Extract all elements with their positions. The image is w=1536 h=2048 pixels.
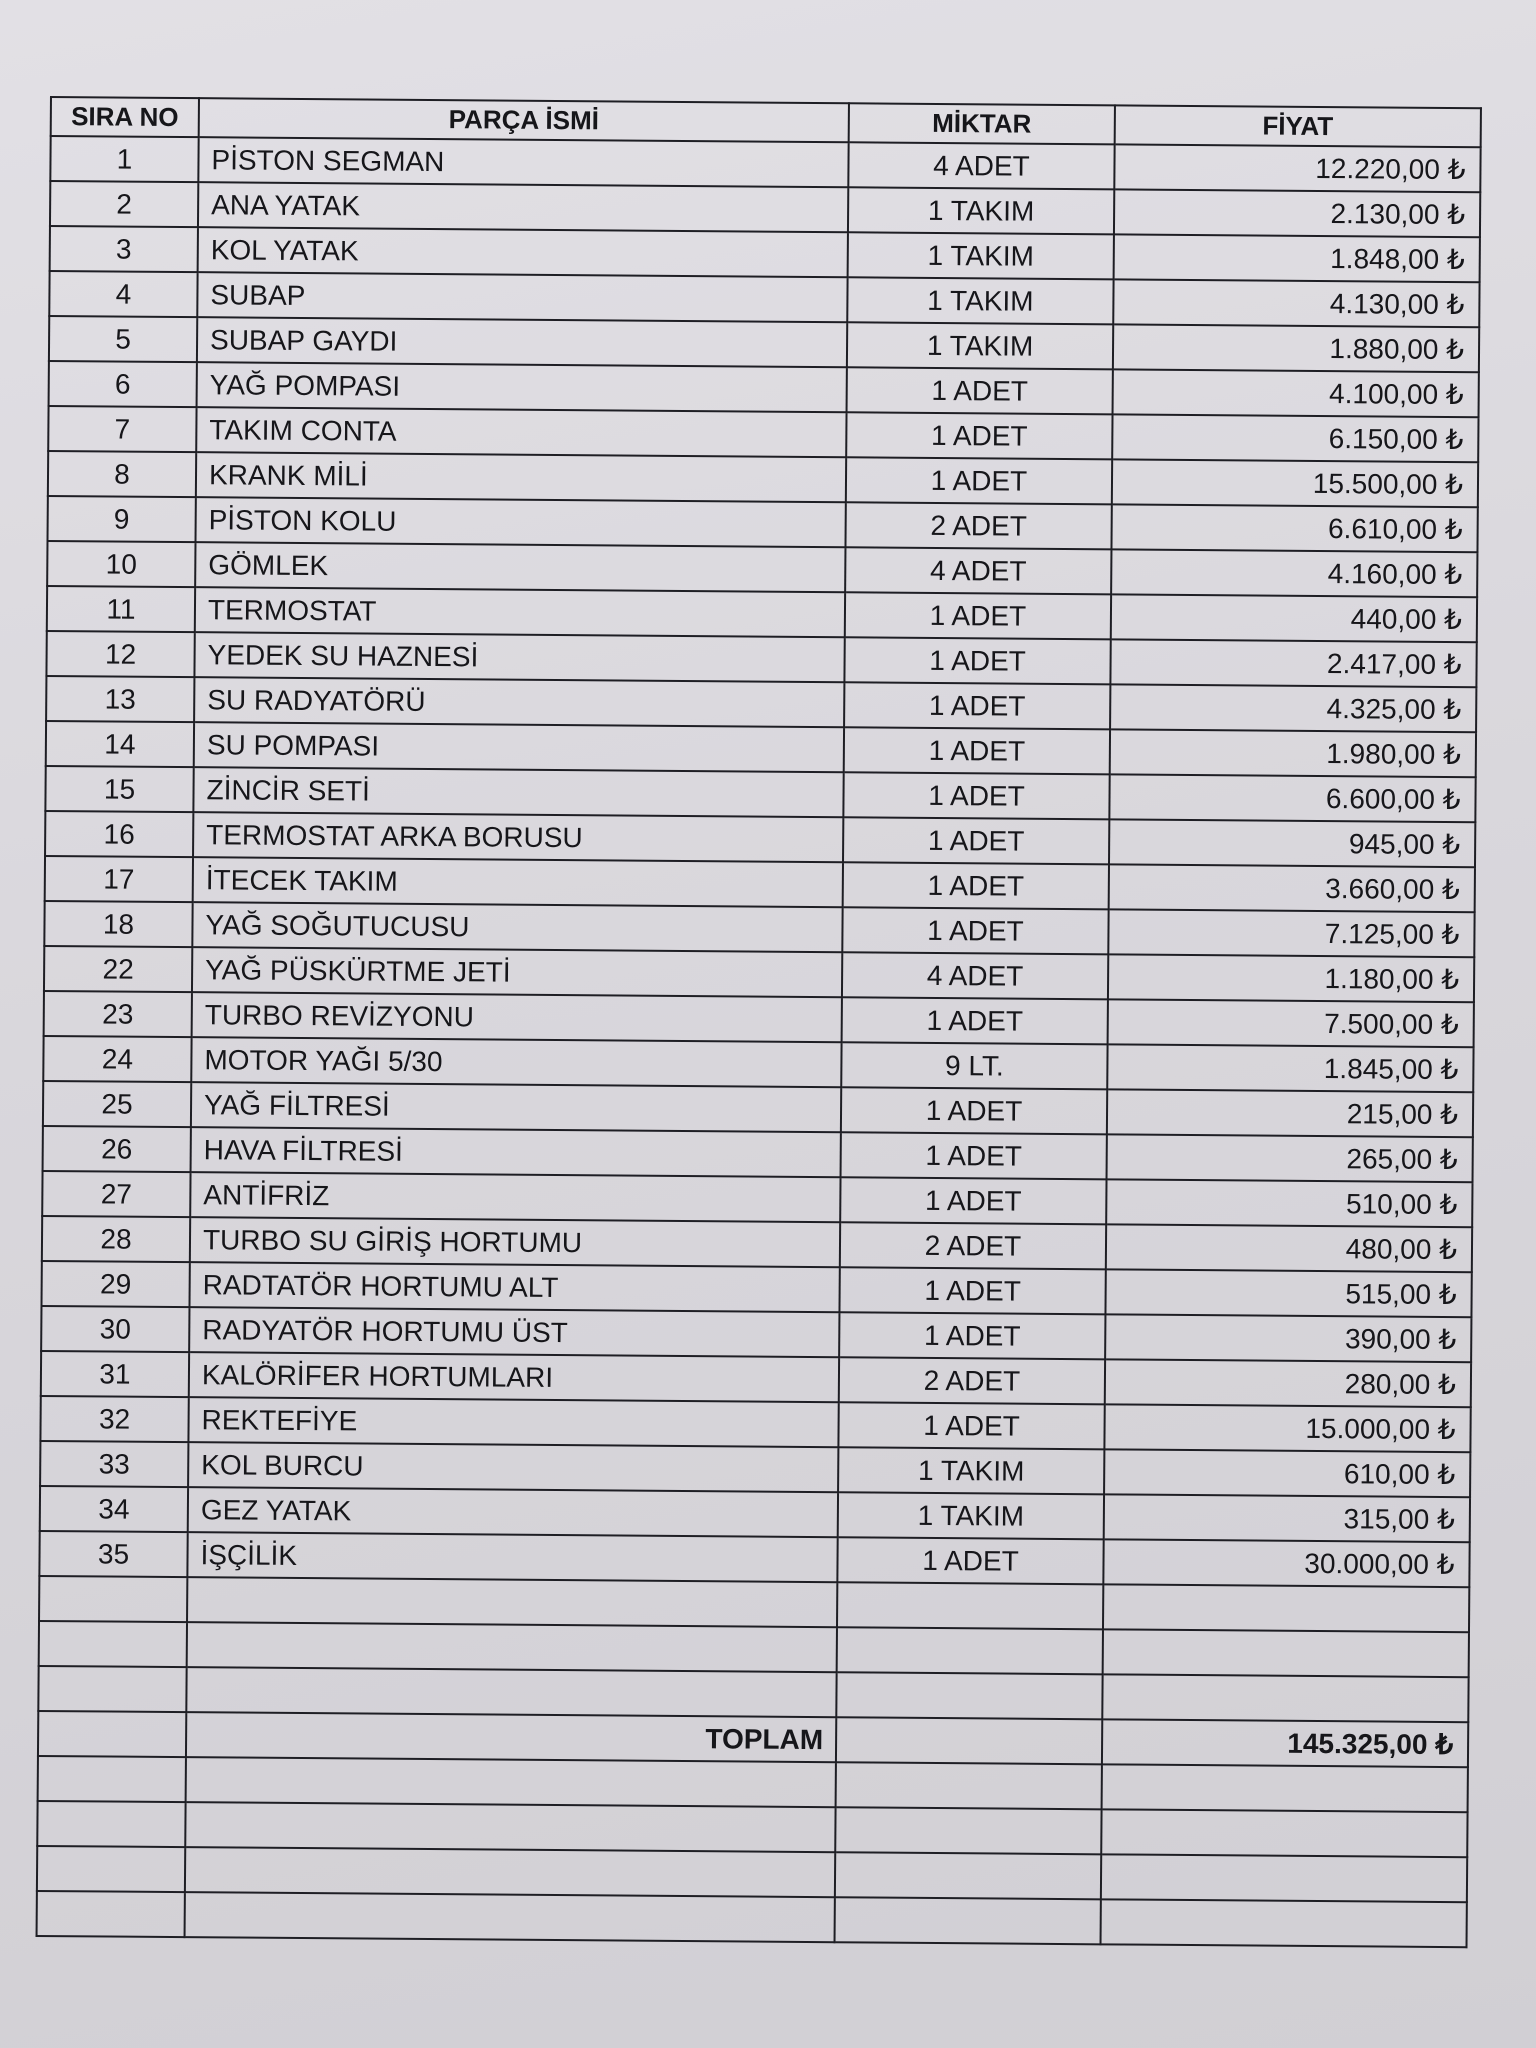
part-name: GÖMLEK (195, 542, 845, 592)
part-quantity: 1 ADET (841, 1087, 1107, 1134)
part-quantity: 9 LT. (841, 1042, 1107, 1089)
part-quantity: 1 ADET (845, 592, 1111, 639)
row-number: 25 (43, 1081, 191, 1127)
row-number: 7 (48, 406, 196, 452)
empty-cell (836, 1762, 1102, 1809)
row-number: 15 (45, 766, 193, 812)
part-name: SU RADYATÖRÜ (194, 677, 844, 727)
row-number: 28 (42, 1216, 190, 1262)
part-quantity: 1 ADET (847, 367, 1113, 414)
header-no: SIRA NO (51, 97, 199, 137)
part-price: 945,00 ₺ (1109, 819, 1475, 867)
part-name: GEZ YATAK (188, 1487, 838, 1537)
part-quantity: 4 ADET (842, 952, 1108, 999)
price-list (36, 96, 1480, 1948)
part-quantity: 1 TAKIM (838, 1492, 1104, 1539)
row-number: 30 (41, 1306, 189, 1352)
part-quantity: 4 ADET (845, 547, 1111, 594)
empty-cell (835, 1852, 1101, 1899)
row-number: 5 (49, 316, 197, 362)
row-number: 18 (44, 901, 192, 947)
part-price: 2.417,00 ₺ (1110, 639, 1476, 687)
empty-cell (185, 1802, 835, 1852)
part-price: 280,00 ₺ (1105, 1359, 1471, 1407)
part-quantity: 1 ADET (844, 682, 1110, 729)
row-number: 16 (45, 811, 193, 857)
header-name: PARÇA İSMİ (199, 98, 849, 142)
part-price: 1.880,00 ₺ (1113, 324, 1479, 372)
part-quantity: 1 ADET (843, 862, 1109, 909)
part-price: 480,00 ₺ (1106, 1224, 1472, 1272)
part-quantity: 2 ADET (845, 502, 1111, 549)
part-name: HAVA FİLTRESİ (191, 1127, 841, 1177)
row-number: 4 (49, 271, 197, 317)
part-price: 610,00 ₺ (1104, 1449, 1470, 1497)
part-name: ANTİFRİZ (190, 1172, 840, 1222)
part-price: 215,00 ₺ (1107, 1089, 1473, 1137)
part-name: YAĞ SOĞUTUCUSU (192, 902, 842, 952)
header-qty: MİKTAR (849, 103, 1115, 144)
part-price: 4.100,00 ₺ (1113, 369, 1479, 417)
part-quantity: 1 TAKIM (847, 322, 1113, 369)
part-price: 515,00 ₺ (1105, 1269, 1471, 1317)
part-name: TURBO REVİZYONU (192, 992, 842, 1042)
part-quantity: 1 ADET (843, 772, 1109, 819)
part-name: YAĞ POMPASI (197, 362, 847, 412)
part-price: 390,00 ₺ (1105, 1314, 1471, 1362)
part-name: KRANK MİLİ (196, 452, 846, 502)
empty-cell (1101, 1854, 1467, 1902)
part-price: 12.220,00 ₺ (1114, 144, 1480, 192)
row-number: 33 (40, 1441, 188, 1487)
empty-cell (185, 1892, 835, 1942)
row-number: 24 (43, 1036, 191, 1082)
part-name: ZİNCİR SETİ (193, 767, 843, 817)
part-price: 315,00 ₺ (1104, 1494, 1470, 1542)
part-name: TERMOSTAT ARKA BORUSU (193, 812, 843, 862)
part-price: 6.610,00 ₺ (1111, 504, 1477, 552)
empty-cell (1102, 1764, 1468, 1812)
part-price: 4.130,00 ₺ (1113, 279, 1479, 327)
empty-cell (835, 1807, 1101, 1854)
part-name: PİSTON SEGMAN (198, 137, 848, 187)
row-number: 8 (48, 451, 196, 497)
part-quantity: 1 ADET (840, 1177, 1106, 1224)
part-price: 4.160,00 ₺ (1111, 549, 1477, 597)
part-price: 1.980,00 ₺ (1110, 729, 1476, 777)
row-number: 13 (46, 676, 194, 722)
part-quantity: 1 TAKIM (848, 232, 1114, 279)
part-quantity: 1 TAKIM (848, 187, 1114, 234)
part-quantity: 1 ADET (842, 907, 1108, 954)
row-number: 23 (44, 991, 192, 1037)
empty-cell (1103, 1629, 1469, 1677)
empty-cell (835, 1897, 1101, 1944)
row-number: 9 (48, 496, 196, 542)
part-price: 440,00 ₺ (1111, 594, 1477, 642)
empty-cell (39, 1576, 187, 1622)
part-name: RADYATÖR HORTUMU ÜST (189, 1307, 839, 1357)
part-quantity: 1 ADET (844, 727, 1110, 774)
empty-cell (837, 1627, 1103, 1674)
part-price: 510,00 ₺ (1106, 1179, 1472, 1227)
part-price: 3.660,00 ₺ (1109, 864, 1475, 912)
part-name: RADTATÖR HORTUMU ALT (189, 1262, 839, 1312)
header-price: FİYAT (1115, 105, 1481, 147)
part-quantity: 4 ADET (848, 142, 1114, 189)
part-quantity: 1 ADET (846, 412, 1112, 459)
part-name: TERMOSTAT (195, 587, 845, 637)
part-name: SU POMPASI (194, 722, 844, 772)
part-name: TURBO SU GİRİŞ HORTUMU (190, 1217, 840, 1267)
table-body (37, 136, 1481, 1947)
part-name: KOL BURCU (188, 1442, 838, 1492)
empty-cell (1101, 1809, 1467, 1857)
part-name: KALÖRİFER HORTUMLARI (189, 1352, 839, 1402)
part-price: 265,00 ₺ (1107, 1134, 1473, 1182)
part-price: 6.150,00 ₺ (1112, 414, 1478, 462)
part-name: SUBAP GAYDI (197, 317, 847, 367)
part-price: 1.845,00 ₺ (1107, 1044, 1473, 1092)
part-price: 7.500,00 ₺ (1108, 999, 1474, 1047)
part-price: 1.180,00 ₺ (1108, 954, 1474, 1002)
row-number: 32 (40, 1396, 188, 1442)
total-value: 145.325,00 ₺ (1102, 1719, 1468, 1767)
part-price: 2.130,00 ₺ (1114, 189, 1480, 237)
empty-cell (39, 1621, 187, 1667)
part-price: 4.325,00 ₺ (1110, 684, 1476, 732)
row-number: 2 (50, 181, 198, 227)
part-price: 15.000,00 ₺ (1104, 1404, 1470, 1452)
row-number: 22 (44, 946, 192, 992)
empty-cell (836, 1717, 1102, 1764)
total-label: TOPLAM (186, 1712, 836, 1762)
row-number: 3 (50, 226, 198, 272)
part-quantity: 1 ADET (842, 997, 1108, 1044)
empty-cell (38, 1711, 186, 1757)
empty-cell (836, 1672, 1102, 1719)
part-name: ANA YATAK (198, 182, 848, 232)
row-number: 26 (43, 1126, 191, 1172)
part-price: 6.600,00 ₺ (1109, 774, 1475, 822)
row-number: 31 (41, 1351, 189, 1397)
part-quantity: 1 ADET (837, 1537, 1103, 1584)
parts-table (36, 96, 1482, 1948)
row-number: 17 (45, 856, 193, 902)
row-number: 27 (42, 1171, 190, 1217)
empty-cell (185, 1847, 835, 1897)
part-price: 7.125,00 ₺ (1108, 909, 1474, 957)
part-quantity: 1 TAKIM (838, 1447, 1104, 1494)
part-price: 15.500,00 ₺ (1112, 459, 1478, 507)
part-name: İŞÇİLİK (187, 1532, 837, 1582)
part-quantity: 1 ADET (838, 1402, 1104, 1449)
part-quantity: 1 ADET (844, 637, 1110, 684)
empty-cell (187, 1577, 837, 1627)
empty-cell (38, 1666, 186, 1712)
part-name: PİSTON KOLU (196, 497, 846, 547)
row-number: 35 (39, 1531, 187, 1577)
part-name: MOTOR YAĞI 5/30 (191, 1037, 841, 1087)
part-quantity: 1 TAKIM (847, 277, 1113, 324)
row-number: 12 (46, 631, 194, 677)
row-number: 6 (49, 361, 197, 407)
part-name: YEDEK SU HAZNESİ (194, 632, 844, 682)
part-name: TAKIM CONTA (196, 407, 846, 457)
part-name: YAĞ FİLTRESİ (191, 1082, 841, 1132)
row-number: 14 (46, 721, 194, 767)
part-quantity: 1 ADET (839, 1312, 1105, 1359)
part-quantity: 1 ADET (839, 1267, 1105, 1314)
part-name: KOL YATAK (198, 227, 848, 277)
empty-cell (1101, 1899, 1467, 1947)
row-number: 29 (41, 1261, 189, 1307)
row-number: 1 (50, 136, 198, 182)
empty-cell (37, 1846, 185, 1892)
empty-cell (187, 1622, 837, 1672)
empty-cell (186, 1667, 836, 1717)
row-number: 10 (47, 541, 195, 587)
empty-cell (186, 1757, 836, 1807)
empty-cell (837, 1582, 1103, 1629)
part-name: YAĞ PÜSKÜRTME JETİ (192, 947, 842, 997)
empty-cell (1102, 1674, 1468, 1722)
empty-cell (37, 1801, 185, 1847)
empty-cell (38, 1756, 186, 1802)
part-quantity: 2 ADET (839, 1357, 1105, 1404)
part-name: SUBAP (197, 272, 847, 322)
part-price: 30.000,00 ₺ (1103, 1539, 1469, 1587)
empty-cell (37, 1891, 185, 1937)
row-number: 11 (47, 586, 195, 632)
part-price: 1.848,00 ₺ (1114, 234, 1480, 282)
part-quantity: 1 ADET (841, 1132, 1107, 1179)
row-number: 34 (40, 1486, 188, 1532)
part-name: REKTEFİYE (188, 1397, 838, 1447)
part-quantity: 1 ADET (846, 457, 1112, 504)
empty-cell (1103, 1584, 1469, 1632)
part-quantity: 1 ADET (843, 817, 1109, 864)
part-name: İTECEK TAKIM (193, 857, 843, 907)
part-quantity: 2 ADET (840, 1222, 1106, 1269)
